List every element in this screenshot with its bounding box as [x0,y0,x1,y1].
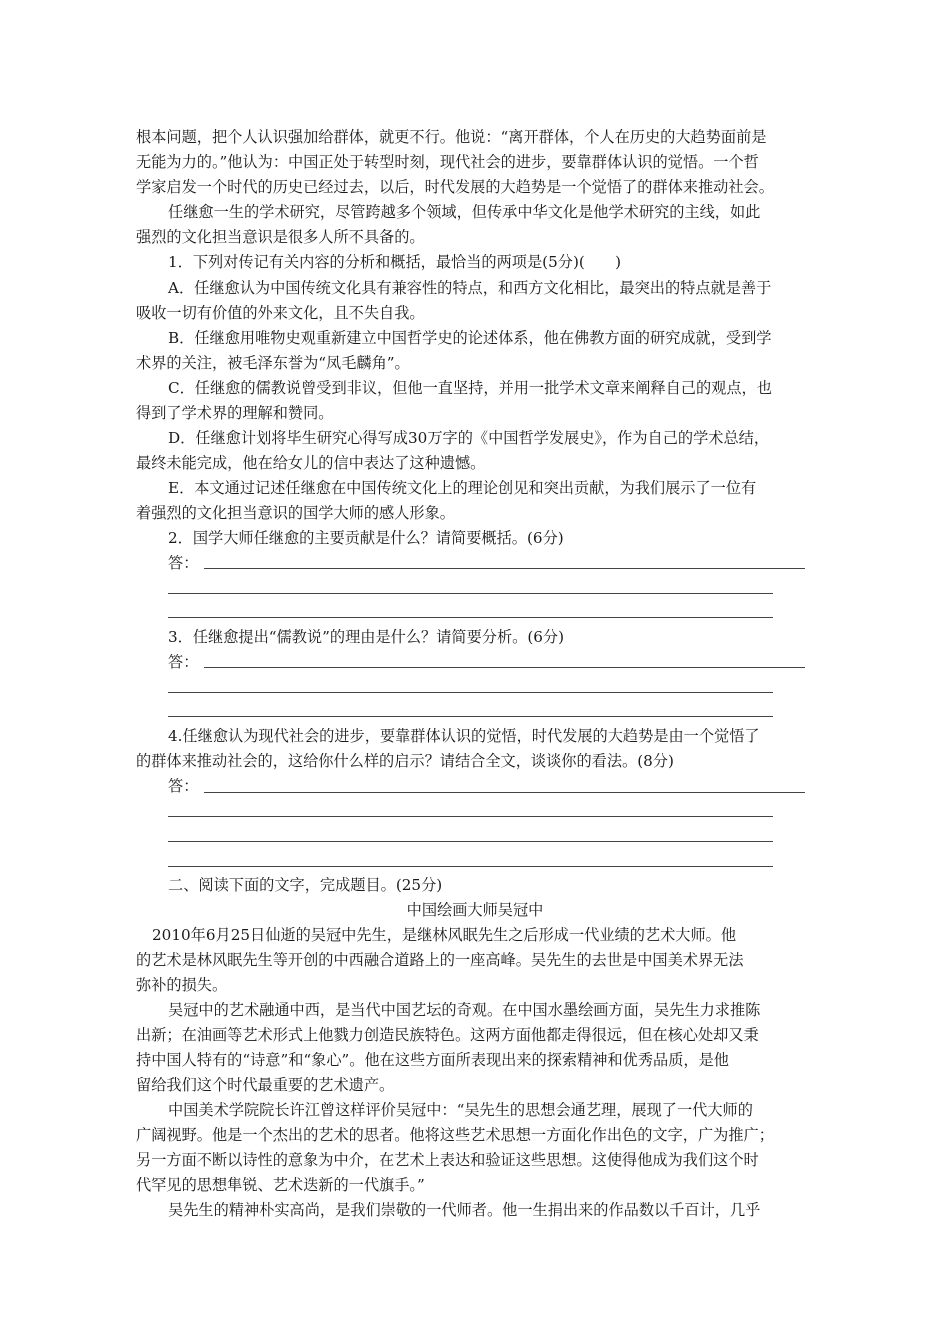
article-line: 吴先生的精神朴实高尚，是我们崇敬的一代师者。他一生捐出来的作品数以千百计，几乎 [168,1201,761,1219]
answer-label: 答： [168,554,199,572]
article-line: 持中国人特有的“诗意”和“象心”。他在这些方面所表现出来的探索精神和优秀品质，是他 [136,1051,729,1069]
question-4-stem-cont: 的群体来推动社会的，这给你什么样的启示？请结合全文，谈谈你的看法。(8分) [136,752,674,770]
passage-line: 强烈的文化担当意识是很多人所不具备的。 [136,228,425,246]
answer-line[interactable] [168,593,773,594]
passage-line: 无能为力的。”他认为：中国正处于转型时刻，现代社会的进步，要靠群体认识的觉悟。一个哲 [136,153,759,171]
option-d-cont: 最终未能完成，他在给女儿的信中表达了这种遗憾。 [136,454,486,472]
option-c-cont: 得到了学术界的理解和赞同。 [136,404,334,422]
answer-label: 答： [168,653,199,671]
article-line: 的艺术是林风眠先生等开创的中西融合道路上的一座高峰。吴先生的去世是中国美术界无法 [136,951,744,969]
question-1-stem: 1．下列对传记有关内容的分析和概括，最恰当的两项是(5分)( ) [168,253,622,271]
question-2-stem: 2．国学大师任继愈的主要贡献是什么？请简要概括。(6分) [168,529,564,547]
option-e: E．本文通过记述任继愈在中国传统文化上的理论创见和突出贡献，为我们展示了一位有 [168,479,757,497]
answer-label: 答： [168,777,199,795]
passage-line: 任继愈一生的学术研究，尽管跨越多个领域，但传承中华文化是他学术研究的主线，如此 [168,203,761,221]
option-e-cont: 着强烈的文化担当意识的国学大师的感人形象。 [136,504,455,522]
article-title: 中国绘画大师吴冠中 [406,901,544,919]
article-line: 另一方面不断以诗性的意象为中介，在艺术上表达和验证这些思想。这使得他成为我们这个时 [136,1151,759,1169]
option-d: D．任继愈计划将毕生研究心得写成30万字的《中国哲学发展史》，作为自己的学术总结， [168,429,770,447]
question-4-stem: 4.任继愈认为现代社会的进步，要靠群体认识的觉悟，时代发展的大趋势是由一个觉悟了 [168,727,760,745]
option-a-cont: 吸收一切有价值的外来文化，且不失自我。 [136,304,425,322]
article-line: 广阔视野。他是一个杰出的艺术的思者。他将这些艺术思想一方面化作出色的文字，广为推广； [136,1126,774,1144]
answer-line[interactable] [168,617,773,618]
question-3-stem: 3．任继愈提出“儒教说”的理由是什么？请简要分析。(6分) [168,628,565,646]
answer-line[interactable] [168,692,773,693]
article-line: 弥补的损失。 [136,976,228,994]
article-line: 2010年6月25日仙逝的吴冠中先生，是继林风眠先生之后形成一代业绩的艺术大师。他 [152,926,737,944]
passage-line: 根本问题，把个人认识强加给群体，就更不行。他说：“离开群体，个人在历史的大趋势面前是 [136,128,767,146]
section-2-heading: 二、阅读下面的文字，完成题目。(25分) [168,876,443,894]
option-a: A．任继愈认为中国传统文化具有兼容性的特点，和西方文化相比，最突出的特点就是善于 [168,279,772,297]
article-line: 中国美术学院院长许江曾这样评价吴冠中：“吴先生的思想会通艺理，展现了一代大师的 [168,1101,753,1119]
answer-line[interactable] [204,792,805,793]
article-line: 代罕见的思想隼锐、艺术迭新的一代旗手。” [136,1176,425,1194]
article-line: 留给我们这个时代最重要的艺术遗产。 [136,1076,395,1094]
answer-line[interactable] [168,866,773,867]
option-c: C．任继愈的儒教说曾受到非议，但他一直坚持，并用一批学术文章来阐释自己的观点，也 [168,379,772,397]
answer-line[interactable] [168,841,773,842]
article-line: 吴冠中的艺术融通中西，是当代中国艺坛的奇观。在中国水墨绘画方面，吴先生力求推陈 [168,1001,761,1019]
answer-line[interactable] [204,667,805,668]
article-line: 出新；在油画等艺术形式上他戮力创造民族特色。这两方面他都走得很远，但在核心处却又秉 [136,1026,759,1044]
answer-line[interactable] [168,716,773,717]
passage-line: 学家启发一个时代的历史已经过去，以后，时代发展的大趋势是一个觉悟了的群体来推动社会。 [136,178,774,196]
answer-line[interactable] [168,816,773,817]
option-b: B．任继愈用唯物史观重新建立中国哲学史的论述体系，他在佛教方面的研究成就，受到学 [168,329,772,347]
answer-line[interactable] [204,568,805,569]
option-b-cont: 术界的关注，被毛泽东誉为“凤毛麟角”。 [136,354,410,372]
